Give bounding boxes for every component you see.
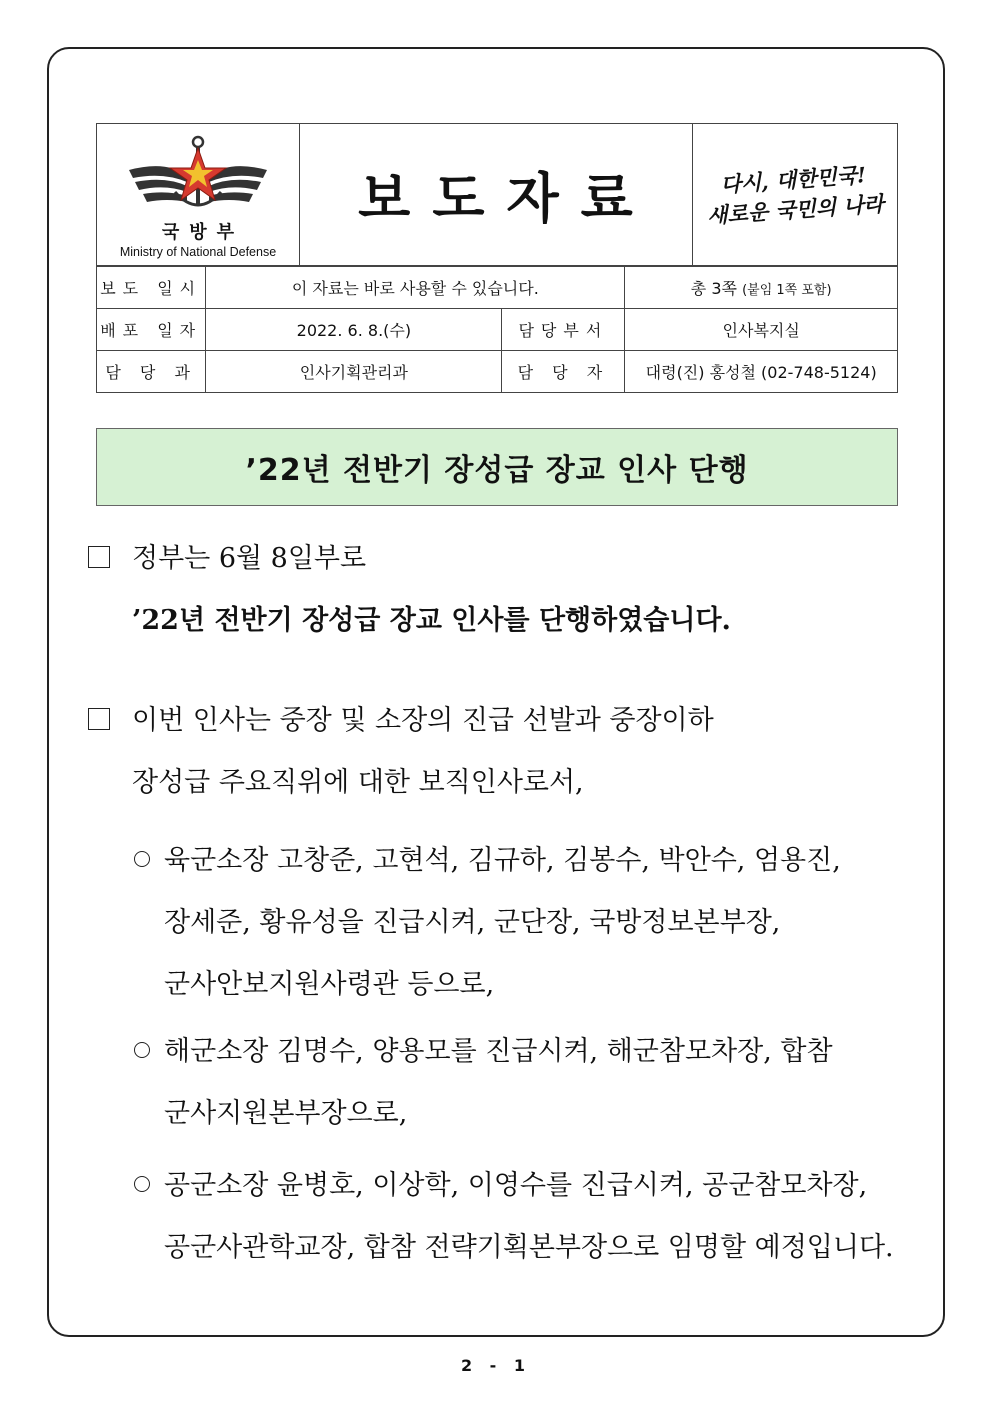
- page-count: [625, 267, 898, 309]
- navy-line2-text: 군사지원본부장으로,: [164, 1098, 408, 1129]
- p1-line1-text: 정부는 6월 8일부로: [132, 543, 367, 574]
- paragraph-1: [88, 528, 828, 652]
- headline: [96, 428, 898, 506]
- slogan-cell: [692, 124, 897, 265]
- release-info-table: [96, 266, 898, 393]
- paragraph-2: [88, 690, 848, 814]
- table-row: [97, 309, 898, 351]
- army-line2-text: 장세준, 황유성을 진급시켜, 군단장, 국방정보본부장,: [164, 907, 781, 938]
- checkbox-square-icon: [88, 546, 110, 568]
- dept-value: 인사복지실: [625, 309, 898, 351]
- army-bullet: [134, 830, 910, 1016]
- release-label: 보도 일시: [97, 267, 206, 309]
- slogan-line-2: 새로운 국민의 나라: [706, 190, 885, 228]
- bullet-circle-icon: [134, 851, 150, 867]
- p2-line1-text: 이번 인사는 중장 및 소장의 진급 선발과 중장이하: [132, 705, 714, 736]
- airforce-bullet: [134, 1155, 910, 1279]
- release-value: [206, 267, 625, 309]
- section-label: 담 당 과: [97, 351, 206, 393]
- person-label: 담 당 자: [502, 351, 625, 393]
- dept-label: 담당부서: [502, 309, 625, 351]
- press-title: 보도자료: [358, 167, 655, 230]
- army-line-1: [134, 830, 910, 892]
- airforce-line2-text: 공군사관학교장, 합참 전략기획본부장으로 임명할 예정입니다.: [164, 1232, 894, 1263]
- navy-line1-text: 해군소장 김명수, 양용모를 진급시켜, 해군참모차장, 합참: [164, 1036, 833, 1067]
- bullet-circle-icon: [134, 1042, 150, 1058]
- slogan-logo: [704, 158, 885, 230]
- section-value: 인사기획관리과: [206, 351, 502, 393]
- paragraph-2-line-1: [88, 690, 848, 752]
- p2-line2-text: 장성급 주요직위에 대한 보직인사로서,: [132, 767, 584, 798]
- date-label: 배포 일자: [97, 309, 206, 351]
- headline-text: ’22년 전반기 장성급 장교 인사 단행: [245, 453, 749, 488]
- page-count-sub: (붙임 1쪽 포함): [742, 283, 832, 298]
- navy-line-1: [134, 1021, 910, 1083]
- date-value: 2022. 6. 8.(수): [206, 309, 502, 351]
- page-number: 2 - 1: [460, 1356, 532, 1375]
- ministry-name-en: Ministry of National Defense: [119, 245, 277, 259]
- press-header: [96, 123, 898, 266]
- release-value-text: 이 자료는 바로 사용할 수 있습니다.: [291, 279, 539, 298]
- airforce-line1-text: 공군소장 윤병호, 이상학, 이영수를 진급시켜, 공군참모차장,: [164, 1170, 868, 1201]
- slogan-line-1: 다시, 대한민국!: [719, 161, 867, 197]
- ministry-emblem-icon: [127, 132, 269, 220]
- ministry-logo-cell: [97, 124, 300, 265]
- navy-bullet: [134, 1021, 910, 1145]
- checkbox-square-icon: [88, 708, 110, 730]
- press-title-cell: [299, 124, 693, 265]
- table-row: [97, 351, 898, 393]
- page-count-main: 총 3쪽: [690, 279, 737, 298]
- bullet-circle-icon: [134, 1176, 150, 1192]
- paragraph-1-line-1: [88, 528, 828, 590]
- table-row: [97, 267, 898, 309]
- p1-line2-text: ’22년 전반기 장성급 장교 인사를 단행하였습니다.: [132, 605, 731, 636]
- army-line1-text: 육군소장 고창준, 고현석, 김규하, 김봉수, 박안수, 엄용진,: [164, 845, 841, 876]
- ministry-name-ko: 국방부: [161, 222, 245, 243]
- person-value: 대령(진) 홍성철 (02-748-5124): [625, 351, 898, 393]
- airforce-line-1: [134, 1155, 910, 1217]
- army-line3-text: 군사안보지원사령관 등으로,: [164, 969, 495, 1000]
